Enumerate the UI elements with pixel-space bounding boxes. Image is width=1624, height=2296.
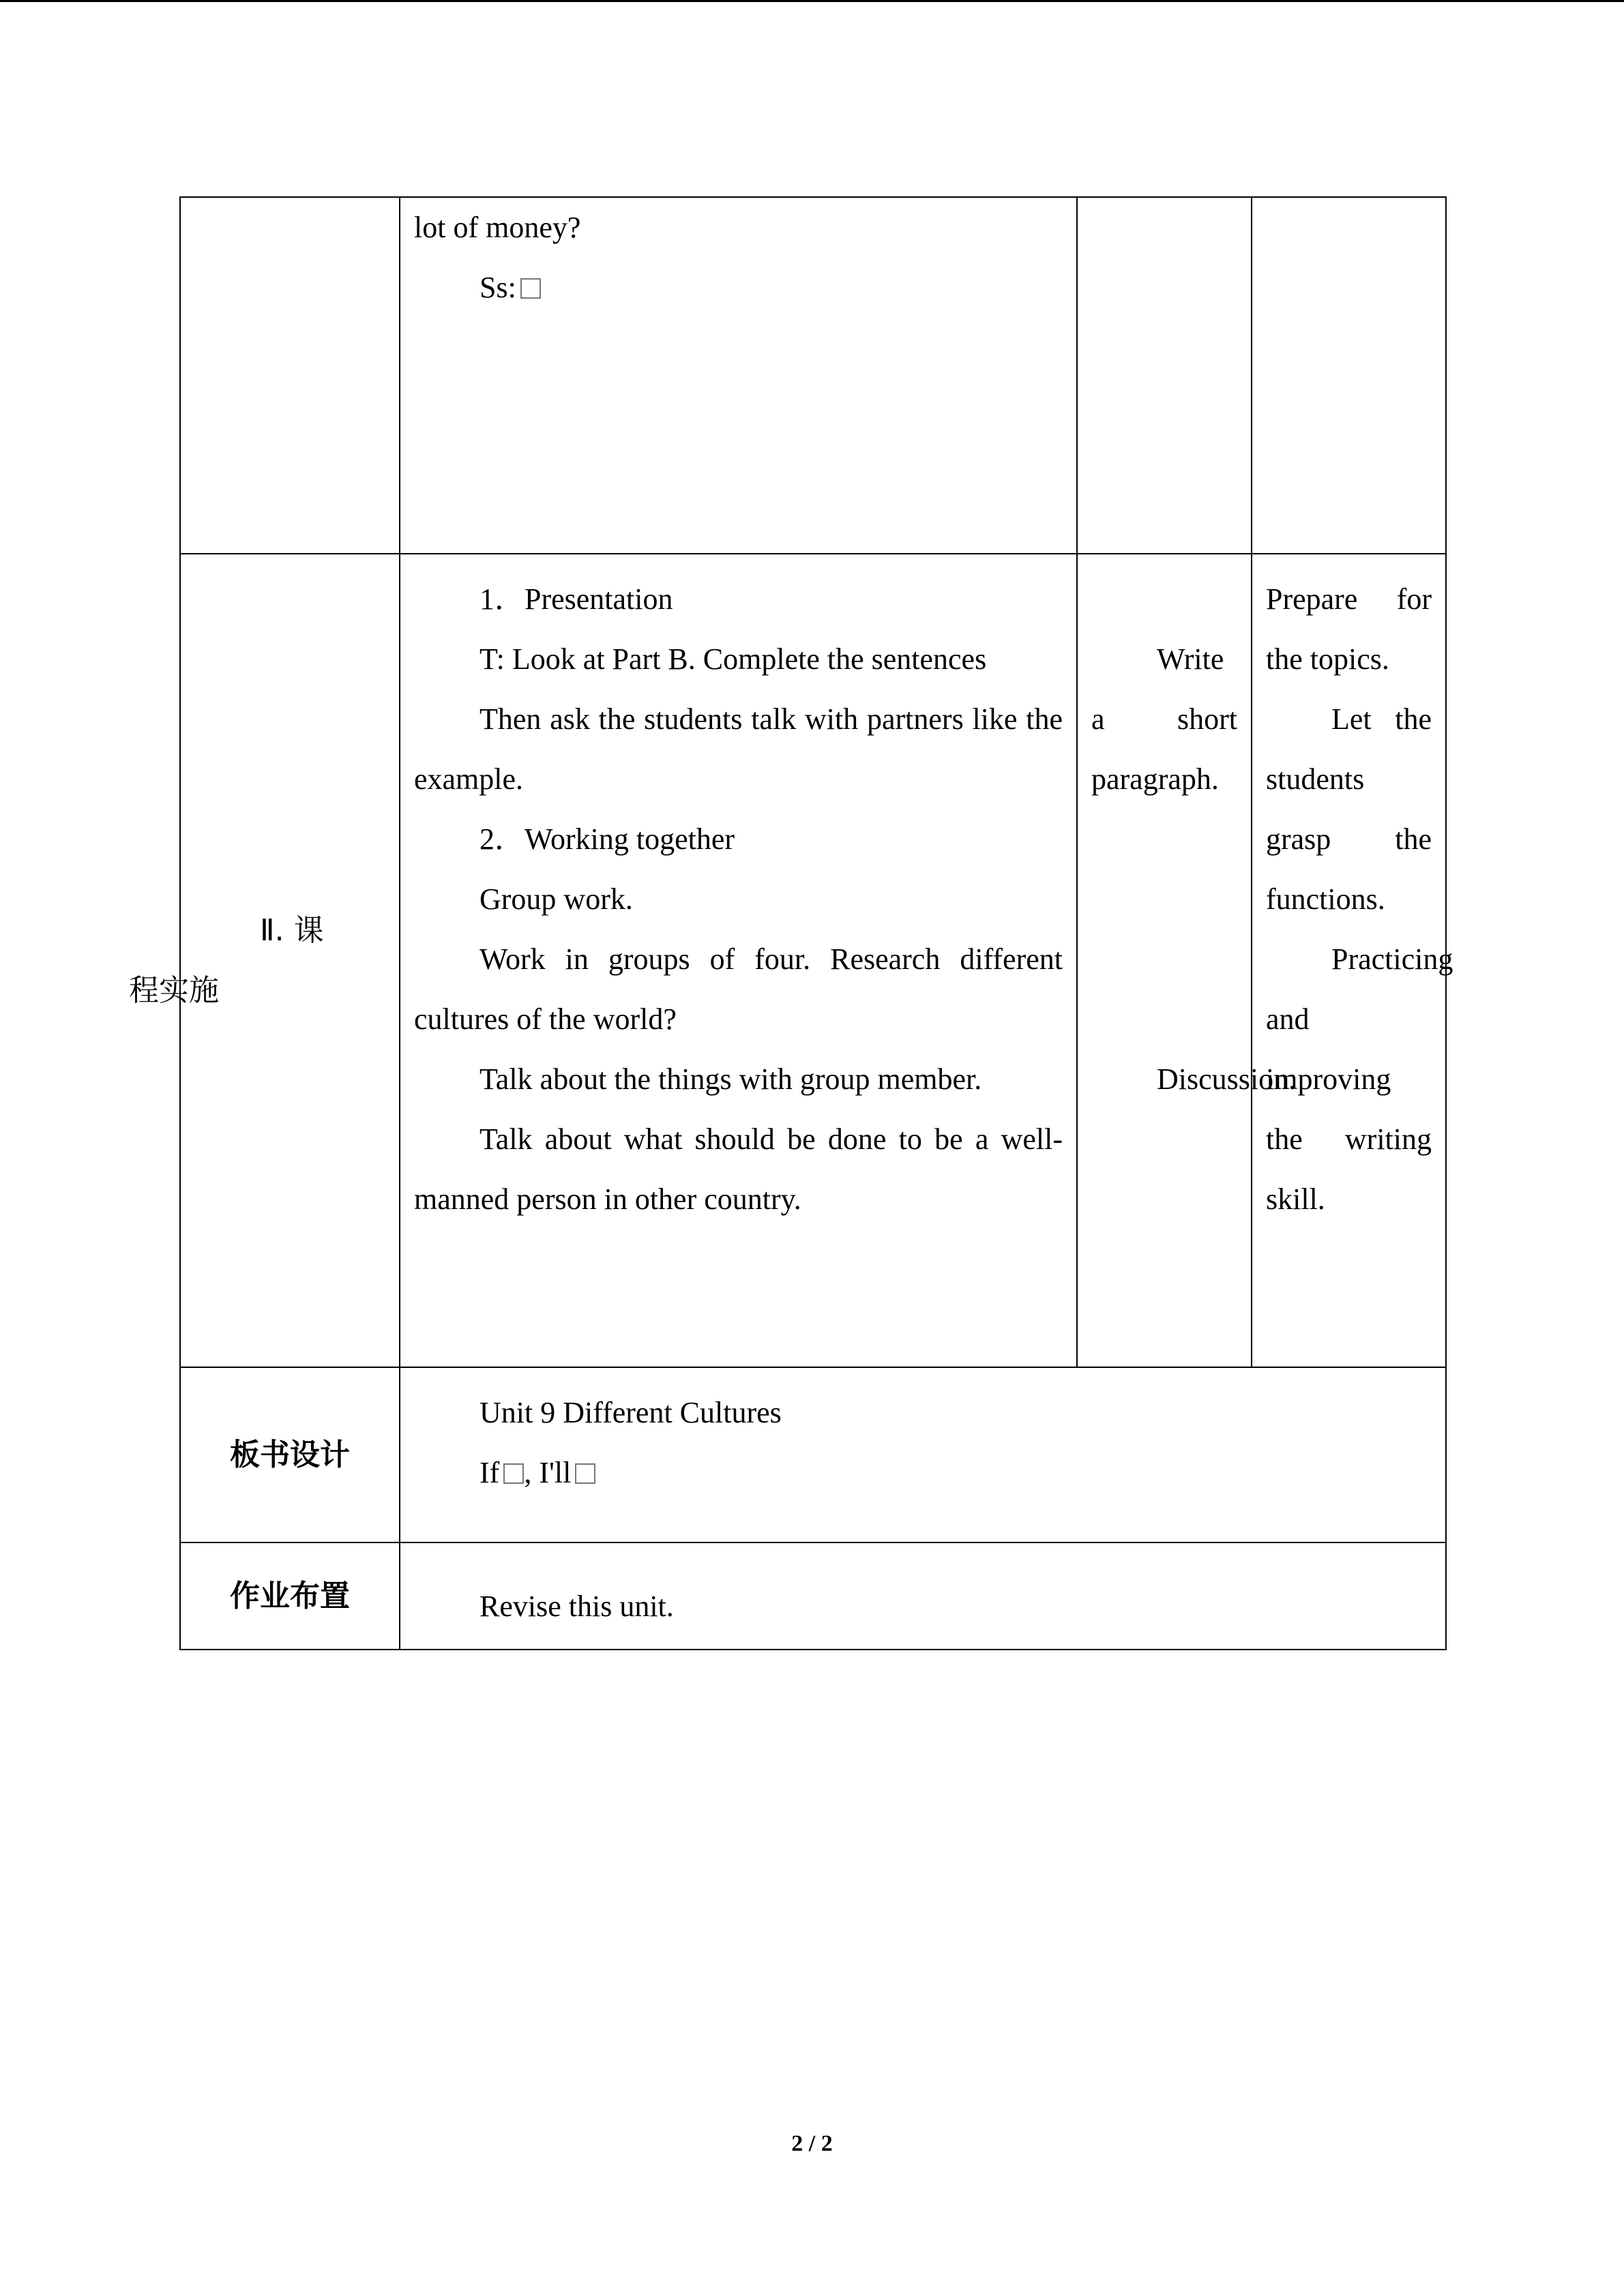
empty-cell [1077,197,1252,554]
activity-line: 2．Working together [479,822,735,856]
top-border-line [0,0,1624,2]
empty-label-cell [180,197,400,554]
section-label-implementation [129,554,400,1367]
table-row-homework [180,1542,1446,1650]
student-activities-cell [1077,554,1297,1367]
empty-cell [1252,197,1446,554]
student-activity-1: Write a short paragraph. [1091,642,1237,796]
activity-line: T: Look at Part B. Complete the sentences [479,642,987,676]
board-design-if: If [479,1456,500,1489]
table-row-continuation [180,197,1446,554]
activity-line: 1．Presentation [479,582,673,616]
table-row-implementation [180,554,1446,1367]
purpose-cell [1252,554,1453,1367]
activity-line: Group work. [479,882,633,916]
continuation-cell [400,197,1077,554]
homework-content [400,1542,1446,1650]
continuation-line-1: lot of money? [414,211,581,244]
homework-text: Revise this unit. [479,1589,674,1623]
student-response-label: Ss: [479,271,516,304]
placeholder-box-icon [575,1463,595,1484]
board-design-line-2 [414,1443,1432,1503]
purpose-3: Practicing and improving the writing skill. [1266,942,1453,1216]
teacher-activities-cell [400,554,1077,1367]
purpose-2: Let the students grasp the functions. [1266,702,1432,916]
activity-line: Work in groups of four. Research different cultures of the world? [414,942,1063,1036]
purpose-1: Prepare for the topics. [1266,582,1432,676]
activity-line: Talk about what should be done to be a well-manned person in other country. [414,1122,1063,1216]
board-design-heading: 板书设计 [180,1367,400,1542]
section-label-part-1: Ⅱ. 课 [260,912,324,948]
placeholder-box-icon [520,278,541,299]
section-label-part-2: 程实施 [129,972,219,1008]
activity-line: Then ask the students talk with partners like the example. [414,702,1063,796]
student-activity-2: Discussion. [1157,1062,1297,1096]
activity-line: Talk about the things with group member. [479,1062,982,1096]
homework-heading: 作业布置 [180,1542,400,1650]
board-design-content [400,1367,1446,1542]
board-design-line-1: Unit 9 Different Cultures [479,1396,782,1429]
continuation-line-2 [414,258,1063,318]
lesson-plan-table [129,196,1453,1650]
page-number: 2 / 2 [791,2131,833,2156]
board-design-ill: , I'll [524,1456,572,1489]
placeholder-box-icon [503,1463,524,1484]
table-row-board-design [180,1367,1446,1542]
